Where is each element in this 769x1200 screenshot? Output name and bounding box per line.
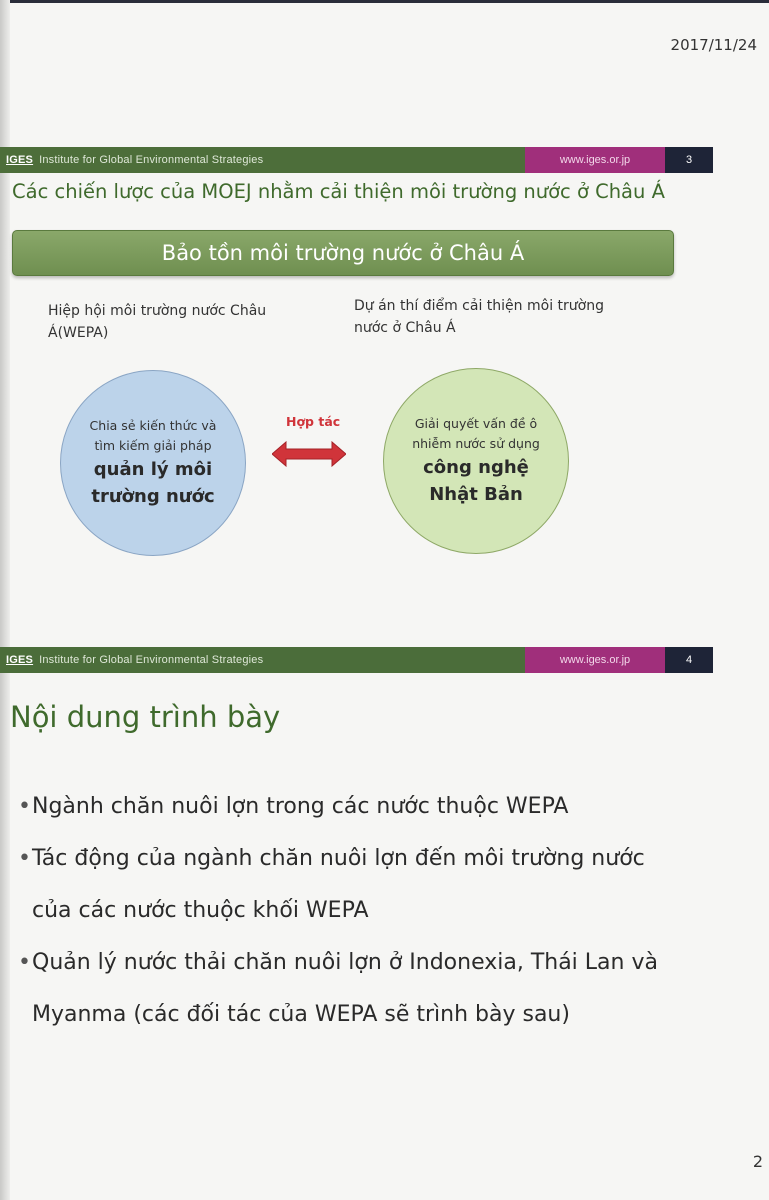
slide-3-number: 3 [665,147,713,173]
right-circle [383,368,569,554]
slide-4-header-bar [0,647,713,673]
bullet-item-2 [18,846,645,871]
left-circle-big-1: quản lý môi [93,459,213,480]
bullet-dot-icon: • [18,950,31,975]
slide-4-org-abbr: IGES [6,654,34,666]
bullet-item-3-line-2: Myanma (các đối tác của WEPA sẽ trình bày sau) [32,1002,570,1027]
left-caption [48,300,266,344]
slide-4-number: 4 [665,647,713,673]
left-circle [60,370,246,556]
right-caption [354,295,604,339]
right-circle-big-1: công nghệ [423,457,529,478]
slide-4-org-label [0,647,525,673]
bullet-dot-icon: • [18,794,31,819]
left-circle-small-2: tìm kiếm giải pháp [94,438,212,453]
bullet-item-3-line-1: Quản lý nước thải chăn nuôi lợn ở Indonexia, Thái Lan và [32,950,658,975]
left-circle-small-1: Chia sẻ kiến thức và [89,418,217,433]
bullet-item-1-line-1: Ngành chăn nuôi lợn trong các nước thuộc WEPA [32,794,569,819]
right-circle-big-2: Nhật Bản [429,484,523,505]
bullet-item-3 [18,950,658,975]
left-caption-line-2: Á(WEPA) [48,325,109,341]
slide-4-title: Nội dung trình bày [10,700,281,734]
top-edge-line [0,0,769,3]
right-circle-small-2: nhiễm nước sử dụng [412,436,540,451]
double-arrow-icon [272,441,346,467]
right-circle-small-1: Giải quyết vấn đề ô [414,416,538,431]
slide-3-banner: Bảo tồn môi trường nước ở Châu Á [12,230,674,276]
slide-3-org-abbr: IGES [6,154,34,166]
slide-3-title: Các chiến lược của MOEJ nhằm cải thiện môi trường nước ở Châu Á [12,180,665,203]
slide-4-org-name: Institute for Global Environmental Strategies [39,654,264,666]
cooperation-label: Hợp tác [286,414,341,429]
slide-3-header-bar [0,147,713,173]
page-date: 2017/11/24 [670,36,757,54]
bullet-dot-icon: • [18,846,31,871]
left-caption-line-1: Hiệp hội môi trường nước Châu [48,303,267,319]
bullet-item-2-line-2: của các nước thuộc khối WEPA [32,898,369,923]
left-circle-big-2: trường nước [91,486,215,507]
right-caption-line-2: nước ở Châu Á [354,320,456,336]
slide-3-url: www.iges.or.jp [525,147,665,173]
slide-4-url: www.iges.or.jp [525,647,665,673]
bullet-item-2-line-1: Tác động của ngành chăn nuôi lợn đến môi trường nước [32,846,645,871]
page-binding-edge [0,0,10,1200]
bullet-item-1 [18,794,569,819]
bullet-item-3-continued [32,1002,570,1027]
slide-3-org-name: Institute for Global Environmental Strategies [39,154,264,166]
bullet-item-2-continued [32,898,369,923]
slide-3-org-label [0,147,525,173]
right-caption-line-1: Dự án thí điểm cải thiện môi trường [354,298,604,314]
page-number: 2 [752,1152,763,1171]
